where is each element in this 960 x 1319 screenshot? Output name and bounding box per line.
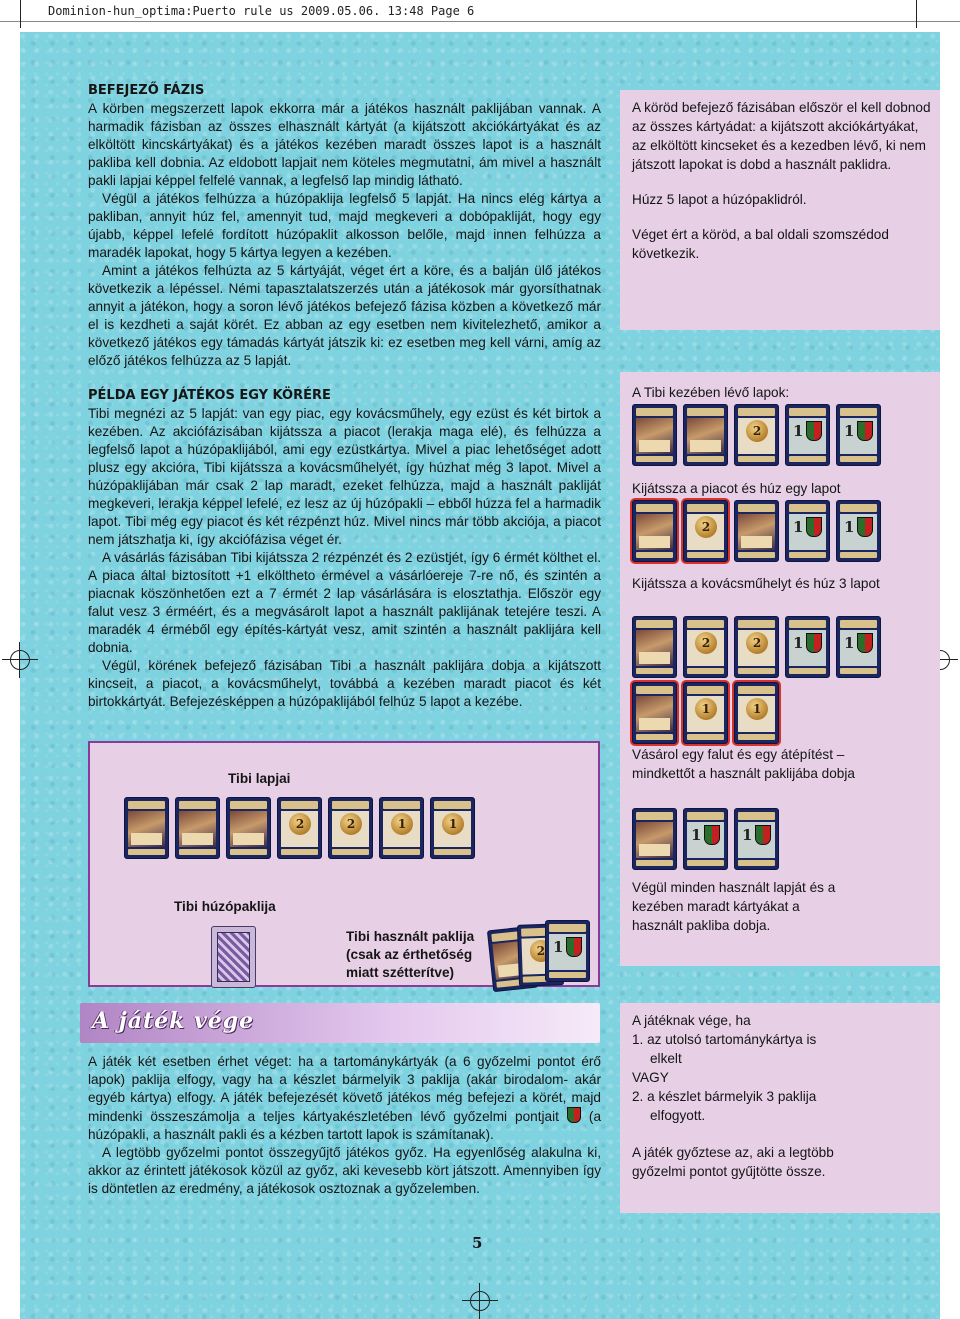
body-paragraph: A vásárlás fázisában Tibi kijátssza 2 rézpénzét és 2 ezüstjét, így 6 érmét költhet el. A piaca által biztosított +1 elköltheto érmével a vásárlóereje 7-re nő, és szintén a piacnak köszönhetően ezt a 7 érmét 2 lap vásárlására is elosztathja. Először egy falut vesz 3 érméért, és a megvásárolt lapot a használt paklijának tetejére teszi. A maradék 4 érméből egy építés-kártyát vesz, amit szintén a használt paklijára kell dobnia. <box>88 550 601 655</box>
game-end-banner <box>80 1003 600 1043</box>
silver-card: 2 <box>277 797 322 859</box>
example-caption: Vásárol egy falut és egy átépítést – mindkettőt a használt paklijába dobja <box>632 747 855 781</box>
card-row-after-smithy <box>632 616 881 680</box>
end-phase-section <box>88 82 601 370</box>
silver-card: 2 <box>734 404 779 466</box>
sidebar-game-end-panel <box>620 1003 940 1213</box>
body-paragraph: Tibi megnézi az 5 lapját: van egy piac, egy kovácsműhely, egy ezüst és két birtok a kezében. Az akciófázisában kijátssza a piacot (lerakja maga elé), és felhúzza a legfelső lapot a húzópaklijából, ami egy ezüstkártya. Mivel a piac lehetőséget adott plusz egy akcióra, Tibi kijátssza a kovácsműhelyét, így húzhat még 3 lapot. Mivel a húzópaklijában már csak 2 lap maradt, ezeket felhúzza, majd a használt pakliját megkeveri, lerakja képpel lefelé, ez lesz az új húzópakli – ebből húzza fel a harmadik lapot. Tibi még egy piacot és két rézpénzt húz. Mivel nincs már több akciója, a piacot nem játszhatja ki, így akciófázisa véget ér. <box>88 406 601 547</box>
registration-mark-icon <box>2 642 38 678</box>
discard-pile-card: 2 <box>517 923 564 987</box>
example-heading: PÉLDA EGY JÁTÉKOS EGY KÖRÉRE <box>88 388 331 403</box>
market-card <box>632 682 677 744</box>
registration-mark-icon <box>462 1283 498 1319</box>
body-paragraph: Amint a játékos felhúzta az 5 kártyáját, véget ért a köre, és a balján ülő játékos következik a lépéssel. Némi tapasztalatszerzés után a játékosok már gyorsíthatnak annyit a játékon, hogy a soron lévő játékos befejező fázisa közben a következő már el is kezdheti a saját körét. Ez abban az egy esetben nem kivitelezhető, amikor a következő játékos egy támadás kártyát játszik ki: ez esetben meg kell várni, amíg az előző játékos felhúzza az 5 lapját. <box>88 263 601 368</box>
smithy-card <box>175 797 220 859</box>
crop-mark <box>20 0 21 28</box>
body-paragraph: A legtöbb győzelmi pontot összegyűjtő játékos győz. Ha egyenlőség alakulna ki, akkor az érintett játékosok közül az győz, aki kevesebb kört játszott. Amennyiben így is döntetlen az eredmény, a játékosok osztoznak a győzelemben. <box>88 1145 601 1196</box>
copper-card: 1 <box>379 797 424 859</box>
sidebar-paragraph: Húzz 5 lapot a húzópaklidról. <box>632 192 807 207</box>
example-caption: Kijátssza a kovácsműhelyt és húz 3 lapot <box>632 576 880 591</box>
print-header-text: Dominion-hun_optima:Puerto rule us 2009.05.06. 13:48 Page 6 <box>48 4 475 18</box>
market-card <box>632 808 677 870</box>
body-paragraph: Végül, körének befejező fázisában Tibi a használt paklijára dobja a kijátszott kincseit, a piacot, a kovácsműhelyt, továbbá a kezében maradt piacot és két birtokkártyát. Befejezésképpen a húzópaklijából felhúz 5 lapot a kezébe. <box>88 658 601 709</box>
body-paragraph: A körben megszerzett lapok ekkorra már a játékos használt paklijában vannak. A harmadik fázisban az összes elhasznált kártyát (a kijátszott akciókártyákat és az elköltött kincskártyákat) és a játékos kezében maradt összes lapot is a használt pakliba kell dobnia. Az eldobott lapjait nem köteles megmutatni, ám mivel a használt pakli lapjai képpel felfelé vannak, a legfelső lap mindig látható. <box>88 101 601 188</box>
sidebar-paragraph: Véget ért a köröd, a bal oldali szomszédod következik. <box>632 227 889 261</box>
sidebar-text: A játék győztese az, aki a legtöbb győzelmi pontot gyűjtötte össze. <box>632 1145 834 1179</box>
smithy-card <box>683 404 728 466</box>
example-caption: A Tibi kezében lévő lapok: <box>632 385 790 400</box>
sidebar-list-item: 1. az utolsó tartománykártya is elkelt <box>632 1032 817 1066</box>
estate-card: 1 <box>683 808 728 870</box>
estate-card: 1 <box>785 500 830 562</box>
print-header-rule <box>0 21 960 22</box>
copper-card: 1 <box>734 682 779 744</box>
copper-card: 1 <box>430 797 475 859</box>
copper-card: 1 <box>683 682 728 744</box>
figure-label-draw: Tibi húzópaklija <box>174 899 276 914</box>
example-caption: Kijátssza a piacot és húz egy lapot <box>632 481 841 496</box>
body-paragraph: Végül a játékos felhúzza a húzópaklija legfelső 5 lapját. Ha nincs elég kártya a pakliban, annyit húz fel, amennyit tud, majd megkeveri a dobópakliját, hogy egy újabb, képpel lefelé fordított húzópaklit alkosson belőle, majd innen felhúzza a maradék lapokat, hogy 5 kártya legyen a kezében. <box>88 191 601 260</box>
example-section <box>88 387 601 711</box>
game-end-section <box>88 1053 601 1198</box>
estate-card: 1 <box>836 500 881 562</box>
sidebar-text: VAGY <box>632 1070 669 1085</box>
sidebar-summary-panel <box>620 90 940 330</box>
estate-card: 1 <box>734 808 779 870</box>
market-card <box>124 797 169 859</box>
silver-card: 2 <box>683 616 728 678</box>
silver-card: 2 <box>328 797 373 859</box>
game-end-title: A játék vége <box>92 1008 255 1034</box>
sidebar-paragraph: A köröd befejező fázisában először el kell dobnod az összes kártyádat: a kijátszott akciókártyákat, az elköltött kincseket és a kezedben lévő, ki nem játszott lapokat is dobd a használt paklidra. <box>632 100 931 172</box>
discard-pile-card: 1 <box>545 920 590 982</box>
body-paragraph: A játék két esetben érhet véget: ha a tartománykártyák (a 6 győzelmi pontot érő lapok) paklija elfogy, vagy ha a készlet bármelyik 3 paklija (akár birodalom- akár egyéb kártya) elfogy. A játék befejezését követő játékos még befejezi a körét, majd mindenki összeszámolja a teljes kártyakészletében lévő győzelmi pontjait (a húzópakli, a használt pakli és a kézben tartott lapok is számítanak). <box>88 1054 602 1142</box>
page-number: 5 <box>472 1234 483 1252</box>
silver-card: 2 <box>734 616 779 678</box>
card-row-drawn <box>632 682 779 746</box>
estate-card: 1 <box>785 616 830 678</box>
estate-card: 1 <box>836 404 881 466</box>
card-row-after-market <box>632 500 881 564</box>
silver-card: 2 <box>683 500 728 562</box>
market-card <box>632 404 677 466</box>
market-card <box>226 797 271 859</box>
estate-card: 1 <box>785 404 830 466</box>
draw-pile-card <box>211 926 256 988</box>
card-row-hand <box>632 404 881 468</box>
end-phase-heading: BEFEJEZŐ FÁZIS <box>88 83 205 98</box>
sidebar-text: A játéknak vége, ha <box>632 1013 751 1028</box>
victory-point-shield-icon <box>567 1107 581 1123</box>
card-row-after-buy <box>632 808 779 872</box>
example-caption: Végül minden használt lapját és a kezében maradt kártyákat a használt pakliba dobja. <box>632 880 836 933</box>
print-header <box>0 0 960 22</box>
figure-label-discard: Tibi használt paklija (csak az érthetőség miatt szétterítve) <box>346 929 475 980</box>
card-row-tibi-hand <box>124 797 475 861</box>
smithy-card <box>734 500 779 562</box>
figure-label-hand: Tibi lapjai <box>228 771 291 786</box>
crop-mark <box>916 0 917 28</box>
sidebar-list-item: 2. a készlet bármelyik 3 paklija elfogyott. <box>632 1089 817 1123</box>
estate-card: 1 <box>836 616 881 678</box>
smithy-card <box>632 616 677 678</box>
market-card <box>632 500 677 562</box>
